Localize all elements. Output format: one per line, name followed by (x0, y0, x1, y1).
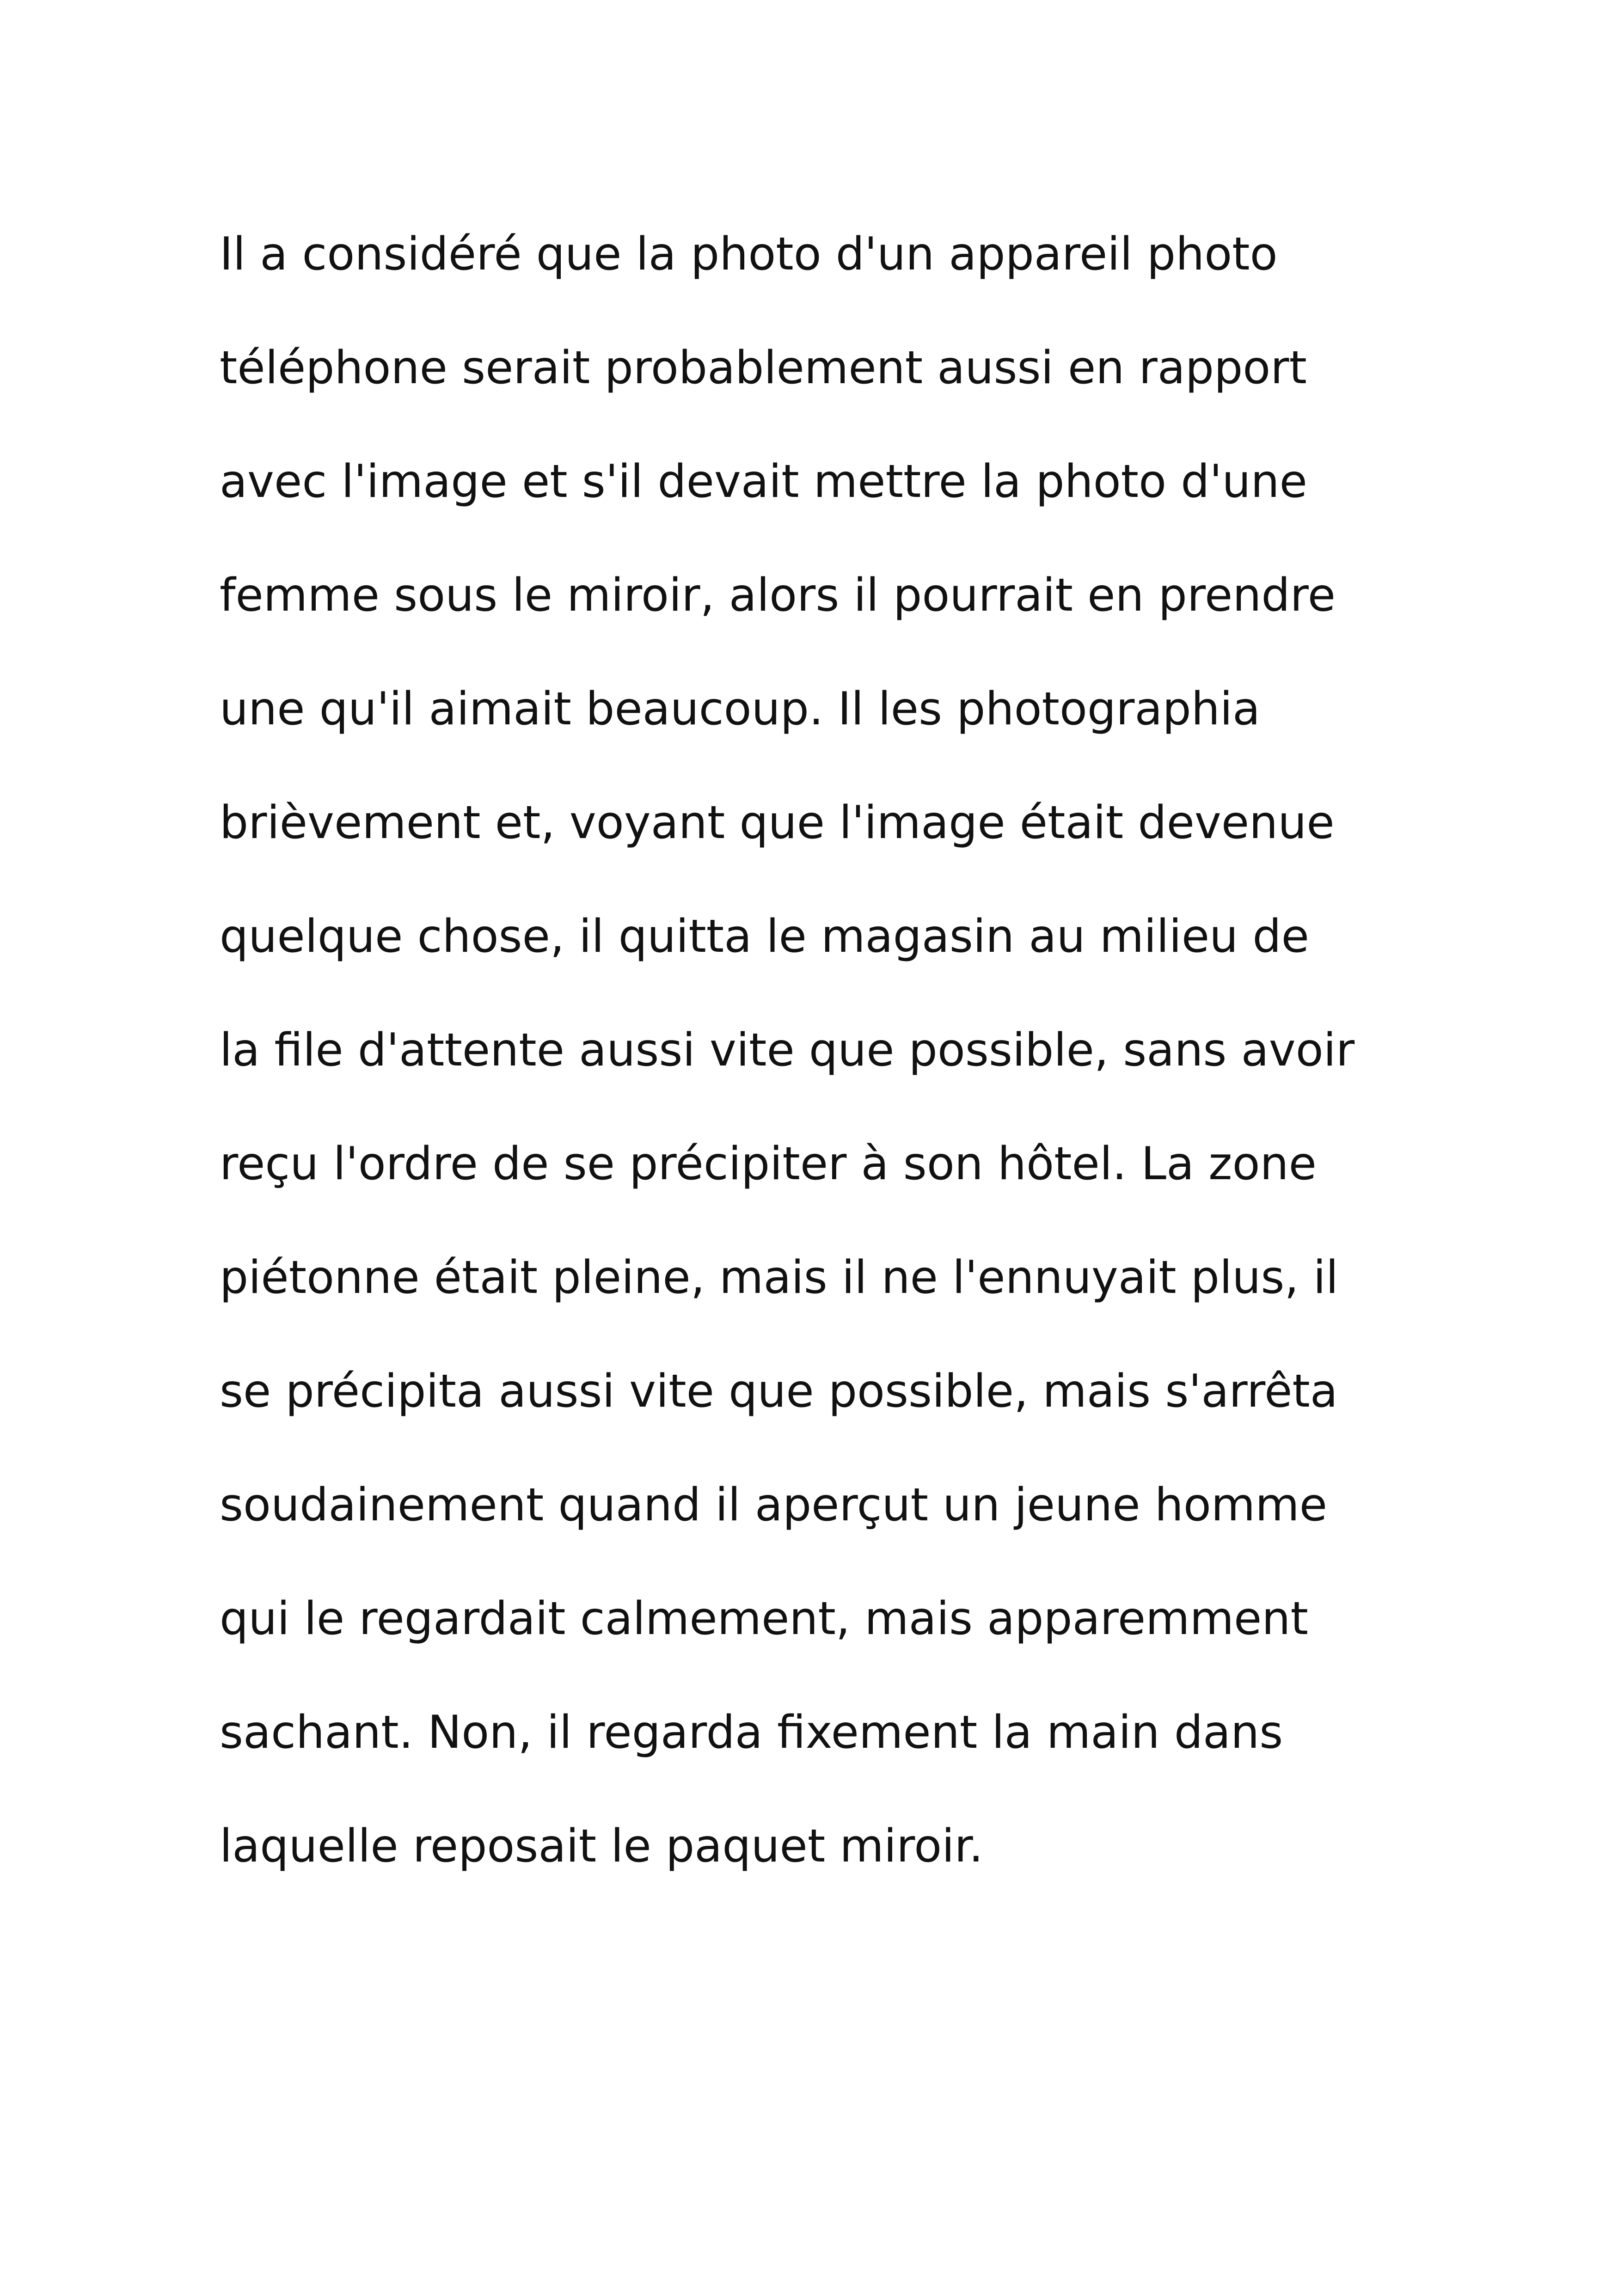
body-paragraph (220, 217, 1422, 1923)
text-line-2: téléphone serait probablement aussi en rapport (220, 342, 1307, 394)
text-line-3: avec l'image et s'il devait mettre la photo d'une (220, 455, 1307, 508)
text-line-14: sachant. Non, il regarda fixement la main dans (220, 1706, 1283, 1759)
text-line-7: quelque chose, il quitta le magasin au milieu de (220, 910, 1309, 963)
text-line-10: piétonne était pleine, mais il ne l'ennuyait plus, il (220, 1251, 1339, 1304)
text-line-15: laquelle reposait le paquet miroir. (220, 1820, 983, 1873)
text-line-1: Il a considéré que la photo d'un appareil photo (220, 228, 1278, 281)
text-line-5: une qu'il aimait beaucoup. Il les photographia (220, 683, 1261, 735)
text-line-9: reçu l'ordre de se précipiter à son hôtel. La zone (220, 1138, 1317, 1190)
text-line-12: soudainement quand il aperçut un jeune homme (220, 1479, 1328, 1531)
text-line-11: se précipita aussi vite que possible, mais s'arrêta (220, 1365, 1338, 1418)
text-line-13: qui le regardait calmement, mais apparemment (220, 1592, 1308, 1645)
text-line-6: brièvement et, voyant que l'image était devenue (220, 796, 1335, 849)
text-line-8: la file d'attente aussi vite que possible, sans avoir (220, 1024, 1355, 1077)
text-line-4: femme sous le miroir, alors il pourrait en prendre (220, 569, 1336, 622)
